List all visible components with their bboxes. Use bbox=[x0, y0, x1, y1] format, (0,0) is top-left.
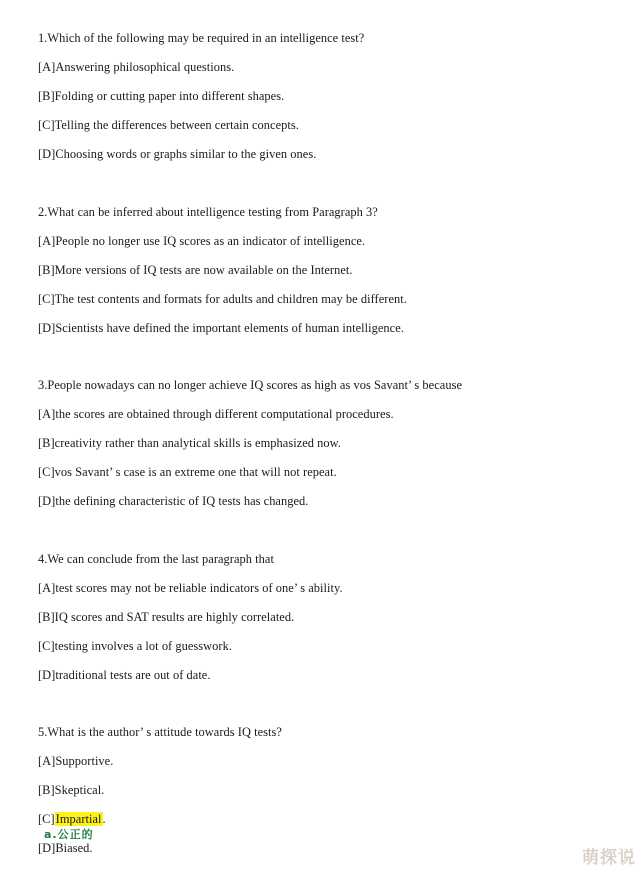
question-3-option-d: [D]the defining characteristic of IQ tests has changed. bbox=[38, 494, 309, 508]
highlighted-answer: Impartial bbox=[55, 812, 102, 826]
question-5-option-d: [D]Biased. bbox=[38, 841, 93, 855]
question-4-option-a: [A]test scores may not be reliable indicators of one’ s ability. bbox=[38, 581, 343, 595]
question-4-option-d: [D]traditional tests are out of date. bbox=[38, 668, 211, 682]
question-5-option-b: [B]Skeptical. bbox=[38, 783, 105, 797]
question-2-option-c: [C]The test contents and formats for adults and children may be different. bbox=[38, 292, 407, 306]
question-5-option-a: [A]Supportive. bbox=[38, 754, 114, 768]
question-1-option-a: [A]Answering philosophical questions. bbox=[38, 60, 235, 74]
question-5-option-c bbox=[38, 811, 106, 827]
question-1-option-c: [C]Telling the differences between certain concepts. bbox=[38, 118, 299, 132]
question-2-option-b: [B]More versions of IQ tests are now available on the Internet. bbox=[38, 263, 353, 277]
option-c-prefix: [C] bbox=[38, 812, 55, 826]
question-1-stem: 1.Which of the following may be required in an intelligence test? bbox=[38, 31, 365, 45]
handwritten-annotation: a.公正的 bbox=[44, 828, 94, 841]
question-2-option-a: [A]People no longer use IQ scores as an indicator of intelligence. bbox=[38, 234, 366, 248]
question-4-option-c: [C]testing involves a lot of guesswork. bbox=[38, 639, 232, 653]
question-5-stem: 5.What is the author’ s attitude towards IQ tests? bbox=[38, 725, 282, 739]
watermark-logo: 萌探说 bbox=[582, 848, 636, 868]
question-3-option-c: [C]vos Savant’ s case is an extreme one that will not repeat. bbox=[38, 465, 337, 479]
question-3-option-a: [A]the scores are obtained through different computational procedures. bbox=[38, 407, 394, 421]
question-2-stem: 2.What can be inferred about intelligence testing from Paragraph 3? bbox=[38, 205, 378, 219]
question-4-stem: 4.We can conclude from the last paragraph that bbox=[38, 552, 274, 566]
question-1-option-d: [D]Choosing words or graphs similar to the given ones. bbox=[38, 147, 317, 161]
option-c-suffix: . bbox=[102, 812, 106, 826]
question-3-option-b: [B]creativity rather than analytical skills is emphasized now. bbox=[38, 436, 342, 450]
question-4-option-b: [B]IQ scores and SAT results are highly correlated. bbox=[38, 610, 295, 624]
question-1-option-b: [B]Folding or cutting paper into different shapes. bbox=[38, 89, 285, 103]
question-2-option-d: [D]Scientists have defined the important elements of human intelligence. bbox=[38, 321, 404, 335]
question-3-stem: 3.People nowadays can no longer achieve IQ scores as high as vos Savant’ s because bbox=[38, 378, 462, 392]
